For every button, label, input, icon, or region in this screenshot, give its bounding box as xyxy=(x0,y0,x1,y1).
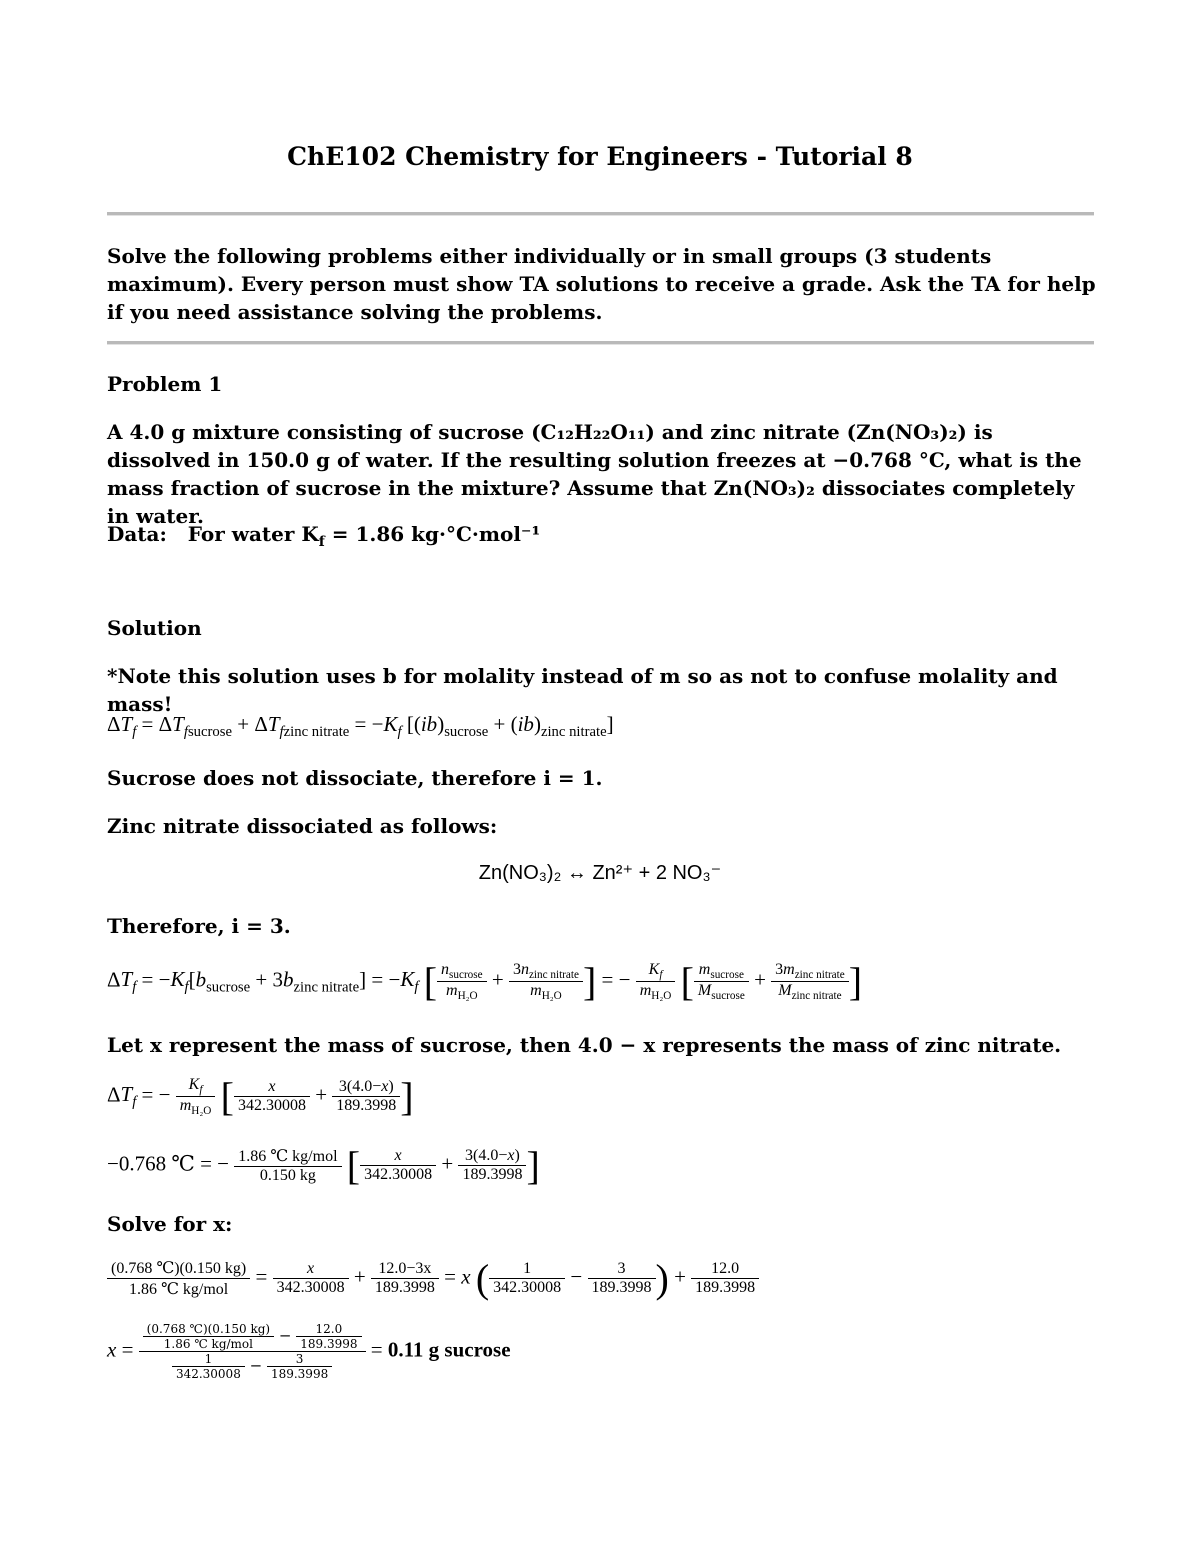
dissociation-reaction: Zn(NO₃)₂ ↔ Zn²⁺ + 2 NO₃⁻ xyxy=(478,862,722,884)
problem-statement: A 4.0 g mixture consisting of sucrose (C₁₂H₂₂O₁₁) and zinc nitrate (Zn(NO₃)₂) is dissolved in 150.0 g of water. If the resulting solution freezes at −0.768 °C, what is the mass fraction of sucrose in the mixture? Assume that Zn(NO₃)₂ dissociates completely in water. xyxy=(107,420,1082,528)
equation-with-molar-masses: $\Delta T_f$ = − $\frac{K_f}{m_{H_2O}}$ [ $\frac{x}{342.30008}$ + $\frac{3(4.0-x)}{189.3998}$ ] xyxy=(107,1074,414,1119)
data-line: Data: For water $K_f = 1.86$ kg·°C·mol⁻¹ xyxy=(107,522,541,550)
intro-paragraph: Solve the following problems either individually or in small groups (3 students maximum). Every person must show TA solutions to receive a grade. Ask the TA for help if you need assistance solving the problems. xyxy=(107,244,1096,324)
final-answer: 0.11 g sucrose xyxy=(387,1337,511,1362)
zinc-dissociation-intro: Zinc nitrate dissociated as follows: xyxy=(107,814,498,838)
solution-note: *Note this solution uses b for molality instead of m so as not to confuse molality and mass! xyxy=(107,664,1058,716)
let-x-statement: Let x represent the mass of sucrose, then 4.0 − x represents the mass of zinc nitrate. xyxy=(107,1033,1062,1057)
equation-numeric: −0.768 ℃ = − $\frac{\text{1.86 ℃ kg/mol}}{0.150 kg}$ [ $\frac{x}{342.30008}$ + $\frac{3(4.0-x)}{189.3998}$ ] xyxy=(107,1143,540,1188)
sucrose-formula: C₁₂H₂₂O₁₁ xyxy=(540,420,646,444)
solution-heading: Solution xyxy=(107,616,202,640)
equation-delta-tf-expanded: $\Delta T_f = -K_f[b_{sucrose} + 3b_{zinc nitrate}] = -K_f$ [ $\frac{n_{sucrose}}{m_{H_2O}}$ + $\frac{3n_{zinc nitrate}}{m_{H_2O}}$ ] = − $\frac{K_f}{m_{H_2O}}$ [ $\frac{m_{sucrose}}{M_{sucrose}}$ + $\frac{3m_{zinc nitrate}}{M_{zinc nitrate}}$ ] xyxy=(107,959,863,1004)
divider-bottom xyxy=(107,341,1094,345)
therefore-i: Therefore, i = 3. xyxy=(107,914,291,938)
equation-delta-tf-sum: $\Delta T_f = \Delta T_{fsucrose} + \Delta T_{fzinc nitrate} = -K_f$ $[(ib)_{sucrose} + (ib)_{zinc nitrate}]$ xyxy=(107,712,614,741)
problem-heading: Problem 1 xyxy=(107,372,223,396)
solve-for-x: Solve for x: xyxy=(107,1212,233,1236)
divider-top xyxy=(107,212,1094,216)
equation-answer: x = $\frac{(0.768 ℃)(0.150 kg)}{\text{1.86 ℃ kg/mol}}$ − $\frac{12.0}{189.3998}$ $\frac{1}{342.30008}$ − $\frac{3}{189.3998}$ = 0.11 g sucrose xyxy=(107,1322,511,1381)
page-title: ChE102 Chemistry for Engineers - Tutorial 8 xyxy=(287,142,913,171)
sucrose-dissociation: Sucrose does not dissociate, therefore i = 1. xyxy=(107,766,603,790)
zinc-formula: Zn(NO₃)₂ xyxy=(856,420,958,444)
equation-rearranged: $\frac{(0.768 ℃)(0.150 kg)}{\text{1.86 ℃ kg/mol}}$ = $\frac{x}{342.30008}$ + $\frac{12.0-3x}{189.3998}$ = x ( $\frac{1}{342.30008}$ − $\frac{3}{189.3998}$ ) + $\frac{12.0}{189.3998}$ xyxy=(107,1255,759,1302)
